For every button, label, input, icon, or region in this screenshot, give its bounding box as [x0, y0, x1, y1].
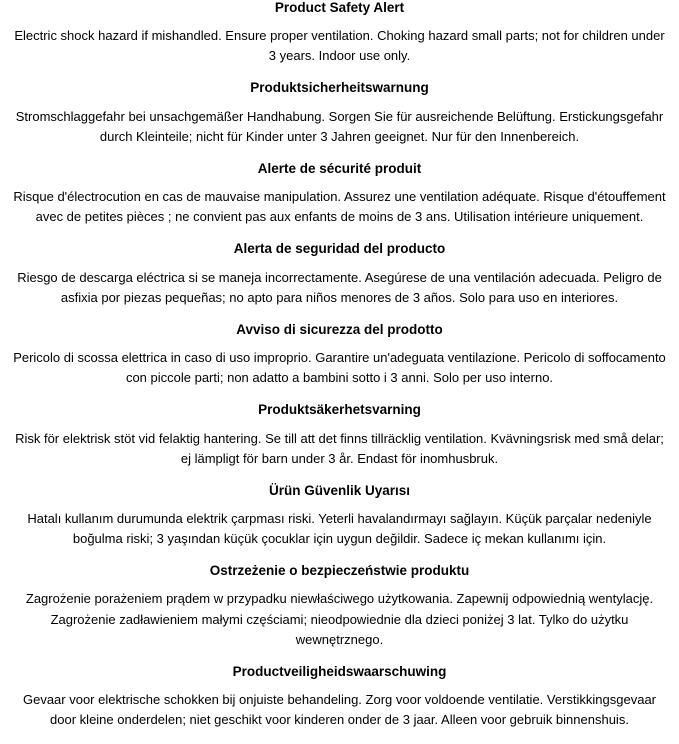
section-heading: Avviso di sicurezza del prodotto [236, 321, 443, 337]
safety-section [6, 0, 673, 80]
safety-section [6, 161, 673, 241]
section-body: Risque d'électrocution en cas de mauvaise manipulation. Assurez une ventilation adéquate. Risque d'étouffement avec de petites pièces ; ne convient pas aux enfants de moins de 3 ans. Utilisation intérieure uniquement. [13, 189, 666, 225]
section-heading: Produktsicherheitswarnung [250, 80, 429, 96]
safety-section [6, 80, 673, 160]
section-heading: Alerta de seguridad del producto [233, 241, 446, 257]
section-heading: Productveiligheidswaarschuwing [232, 663, 447, 679]
section-heading: Ostrzeżenie o bezpieczeństwie produktu [209, 563, 470, 579]
section-body: Zagrożenie porażeniem prądem w przypadku niewłaściwego użytkowania. Zapewnij odpowiednią wentylację. Zagrożenie zadławieniem małymi częściami; nieodpowiednie dla dzieci poniżej 3 lat. Tylko do użytku wewnętrznego. [25, 591, 654, 647]
safety-section [6, 563, 673, 664]
section-body: Gevaar voor elektrische schokken bij onjuiste behandeling. Zorg voor voldoende ventilatie. Verstikkingsgevaar door kleine onderdelen; niet geschikt voor kinderen onder de 3 jaar. Alleen voor gebruik binnenshuis. [22, 692, 657, 728]
safety-section [6, 483, 673, 563]
section-heading: Alerte de sécurité produit [257, 160, 422, 176]
safety-section [6, 241, 673, 321]
section-body: Electric shock hazard if mishandled. Ensure proper ventilation. Choking hazard small parts; not for children under 3 years. Indoor use only. [14, 28, 665, 64]
safety-section [6, 402, 673, 482]
section-heading: Product Safety Alert [274, 0, 405, 15]
section-body: Risk för elektrisk stöt vid felaktig hantering. Se till att det finns tillräcklig ventilation. Kvävningsrisk med små delar; ej lämpligt för barn under 3 år. Endast för inomhusbruk. [15, 430, 664, 466]
safety-section [6, 322, 673, 402]
section-heading: Produktsäkerhetsvarning [258, 402, 421, 418]
section-body: Riesgo de descarga eléctrica si se maneja incorrectamente. Asegúrese de una ventilación adecuada. Peligro de asfixia por piezas pequeñas; no apto para niños menores de 3 años. Solo para uso en interiores. [17, 269, 662, 305]
safety-section [6, 664, 673, 744]
section-body: Hatalı kullanım durumunda elektrik çarpması riski. Yeterli havalandırmayı sağlayın. Küçük parçalar nedeniyle boğulma riski; 3 yaşından küçük çocuklar için uygun değildir. Sadece iç mekan kullanımı için. [27, 511, 652, 547]
section-body: Pericolo di scossa elettrica in caso di uso improprio. Garantire un'adeguata ventilazione. Pericolo di soffocamento con piccole parti; non adatto a bambini sotto i 3 anni. Solo per uso interno. [13, 350, 666, 386]
section-body: Stromschlaggefahr bei unsachgemäßer Handhabung. Sorgen Sie für ausreichende Belüftung. Erstickungsgefahr durch Kleinteile; nicht für Kinder unter 3 Jahren geeignet. Nur für den Innenbereich. [15, 108, 664, 144]
section-heading: Ürün Güvenlik Uyarısı [268, 482, 411, 498]
